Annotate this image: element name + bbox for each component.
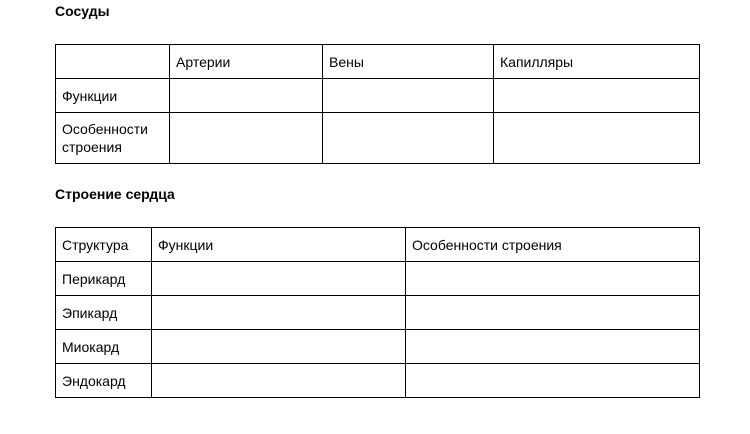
header-cell-functions: Функции [152, 228, 406, 262]
table-cell[interactable] [152, 330, 406, 364]
heart-table-title: Строение сердца [55, 186, 175, 202]
header-cell-veins: Вены [323, 45, 494, 79]
table-cell[interactable] [323, 113, 494, 164]
table-cell[interactable] [494, 79, 700, 113]
row-label-functions: Функции [56, 79, 170, 113]
heart-table [55, 227, 700, 398]
row-label-structure-features: Особенности строения [56, 113, 170, 164]
table-row [56, 79, 700, 113]
table-cell[interactable] [152, 364, 406, 398]
header-cell-empty [56, 45, 170, 79]
vessels-table-title: Сосуды [55, 3, 110, 19]
row-label-pericardium: Перикард [56, 262, 152, 296]
row-label-endocardium: Эндокард [56, 364, 152, 398]
header-cell-structure-features: Особенности строения [406, 228, 700, 262]
header-cell-structure: Структура [56, 228, 152, 262]
table-cell[interactable] [170, 113, 323, 164]
row-label-epicardium: Эпикард [56, 296, 152, 330]
table-row [56, 330, 700, 364]
table-header-row [56, 228, 700, 262]
header-cell-capillaries: Капилляры [494, 45, 700, 79]
table-row [56, 113, 700, 164]
table-row [56, 262, 700, 296]
table-cell[interactable] [152, 296, 406, 330]
table-row [56, 296, 700, 330]
vessels-table [55, 44, 700, 164]
table-cell[interactable] [406, 364, 700, 398]
table-cell[interactable] [170, 79, 323, 113]
table-cell[interactable] [406, 296, 700, 330]
table-cell[interactable] [323, 79, 494, 113]
table-cell[interactable] [406, 262, 700, 296]
table-cell[interactable] [406, 330, 700, 364]
table-cell[interactable] [152, 262, 406, 296]
table-cell[interactable] [494, 113, 700, 164]
header-cell-arteries: Артерии [170, 45, 323, 79]
table-row [56, 364, 700, 398]
table-header-row [56, 45, 700, 79]
row-label-myocardium: Миокард [56, 330, 152, 364]
